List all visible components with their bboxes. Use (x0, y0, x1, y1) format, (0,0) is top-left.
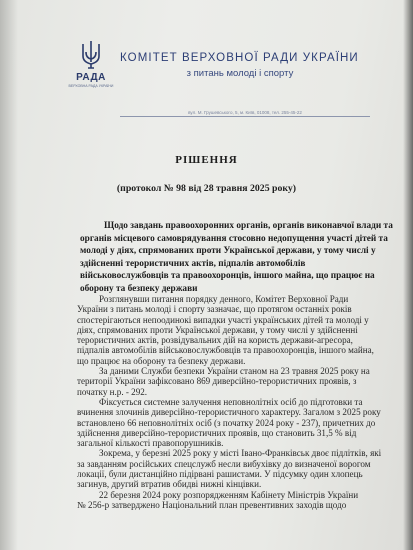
subject-line: військовослужбовців та правоохоронців, іншого майна, що працює на (80, 271, 375, 282)
header-divider (120, 116, 370, 117)
subject-line: органів місцевого самоврядування стосовно недопущення участі дітей та (80, 233, 388, 244)
body-line: вчинення злочинів диверсійно-терористичного характеру. Загалом з 2025 року (77, 407, 381, 418)
protocol-reference: (протокол № 98 від 28 травня 2025 року) (116, 183, 297, 194)
body-line: за завданням російських спецслужб несли вибухівку до визначеної ворогом (77, 458, 371, 469)
subject-line: Щодо завдань правоохоронних органів, органів виконавчої влади та (104, 221, 393, 231)
body-line: 22 березня 2024 року розпорядженням Кабінету Міністрів України (99, 489, 359, 500)
committee-subtitle: з питань молоді і спорту (186, 68, 294, 79)
subject-line: оборону та безпеку держави (80, 283, 198, 294)
body-line: що працює на оборону та безпеку держави. (77, 355, 246, 366)
body-line: підпалів автомобілів військовослужбовців та правоохоронців, іншого майна, (77, 345, 374, 356)
page-edge-shadow-left (0, 0, 18, 550)
body-line: загальної кількості правопорушників. (77, 438, 224, 449)
body-line: № 256-р затверджено Національний план превентивних заходів щодо (77, 499, 347, 510)
body-line: діях, спрямованих проти Української держави, у тому числі у здійсненні (77, 324, 358, 335)
subject-line: здійсненні терористичних актів, підпалів автомобілів (80, 258, 306, 269)
trident-icon (74, 38, 108, 70)
body-line: території України зафіксовано 869 диверсійно-терористичних проявів, з (77, 376, 357, 387)
body-line: здійснення диверсійно-терористичних проявів, що становить 31,5 % від (77, 427, 357, 438)
decision-subject (80, 220, 393, 296)
body-line: Фіксується системне залучення неповнолітніх осіб до підготовки та (99, 396, 363, 407)
body-line: Зокрема, у березні 2025 року у місті Івано-Франківськ двоє підлітків, які (99, 448, 381, 459)
parliament-logo-subtext: ВЕРХОВНА РАДА УКРАЇНИ (68, 84, 114, 88)
document-heading: РІШЕННЯ (175, 154, 238, 166)
decision-body (77, 294, 381, 510)
subject-line: молоді у діях, спрямованих проти Української держави, у тому числі у (80, 246, 376, 257)
body-line: початку н.р. - 292. (77, 386, 148, 397)
page-edge-shadow-right (403, 0, 413, 550)
body-line: спостерігаються непоодинокі випадки участі українських дітей та молоді у (77, 314, 369, 325)
body-line: України з питань молоді і спорту зазначає, що протягом останніх років (77, 304, 352, 315)
body-line: встановлено 66 неповнолітніх осіб (з початку 2024 року - 237), причетних до (77, 417, 376, 428)
body-line: локації, були дистанційно підірвані рашистами. У підсумку один хлопець (77, 469, 363, 480)
committee-address: вул. М. Грушевського, 5, м. Київ, 01008, тел. 255-45-22 (188, 110, 302, 115)
body-line: загинув, другий втратив обидві нижні кінцівки. (77, 479, 262, 490)
body-line: Розглянувши питання порядку денного, Комітет Верховної Ради (99, 294, 349, 304)
body-line: терористичних актів, розвідувальних дій на користь держави-агресора, (77, 335, 353, 346)
body-line: За даними Служби безпеки України станом на 23 травня 2025 року на (99, 366, 370, 377)
parliament-logo-text: РАДА (76, 72, 106, 83)
committee-title: КОМІТЕТ ВЕРХОВНОЇ РАДИ УКРАЇНИ (120, 52, 359, 64)
